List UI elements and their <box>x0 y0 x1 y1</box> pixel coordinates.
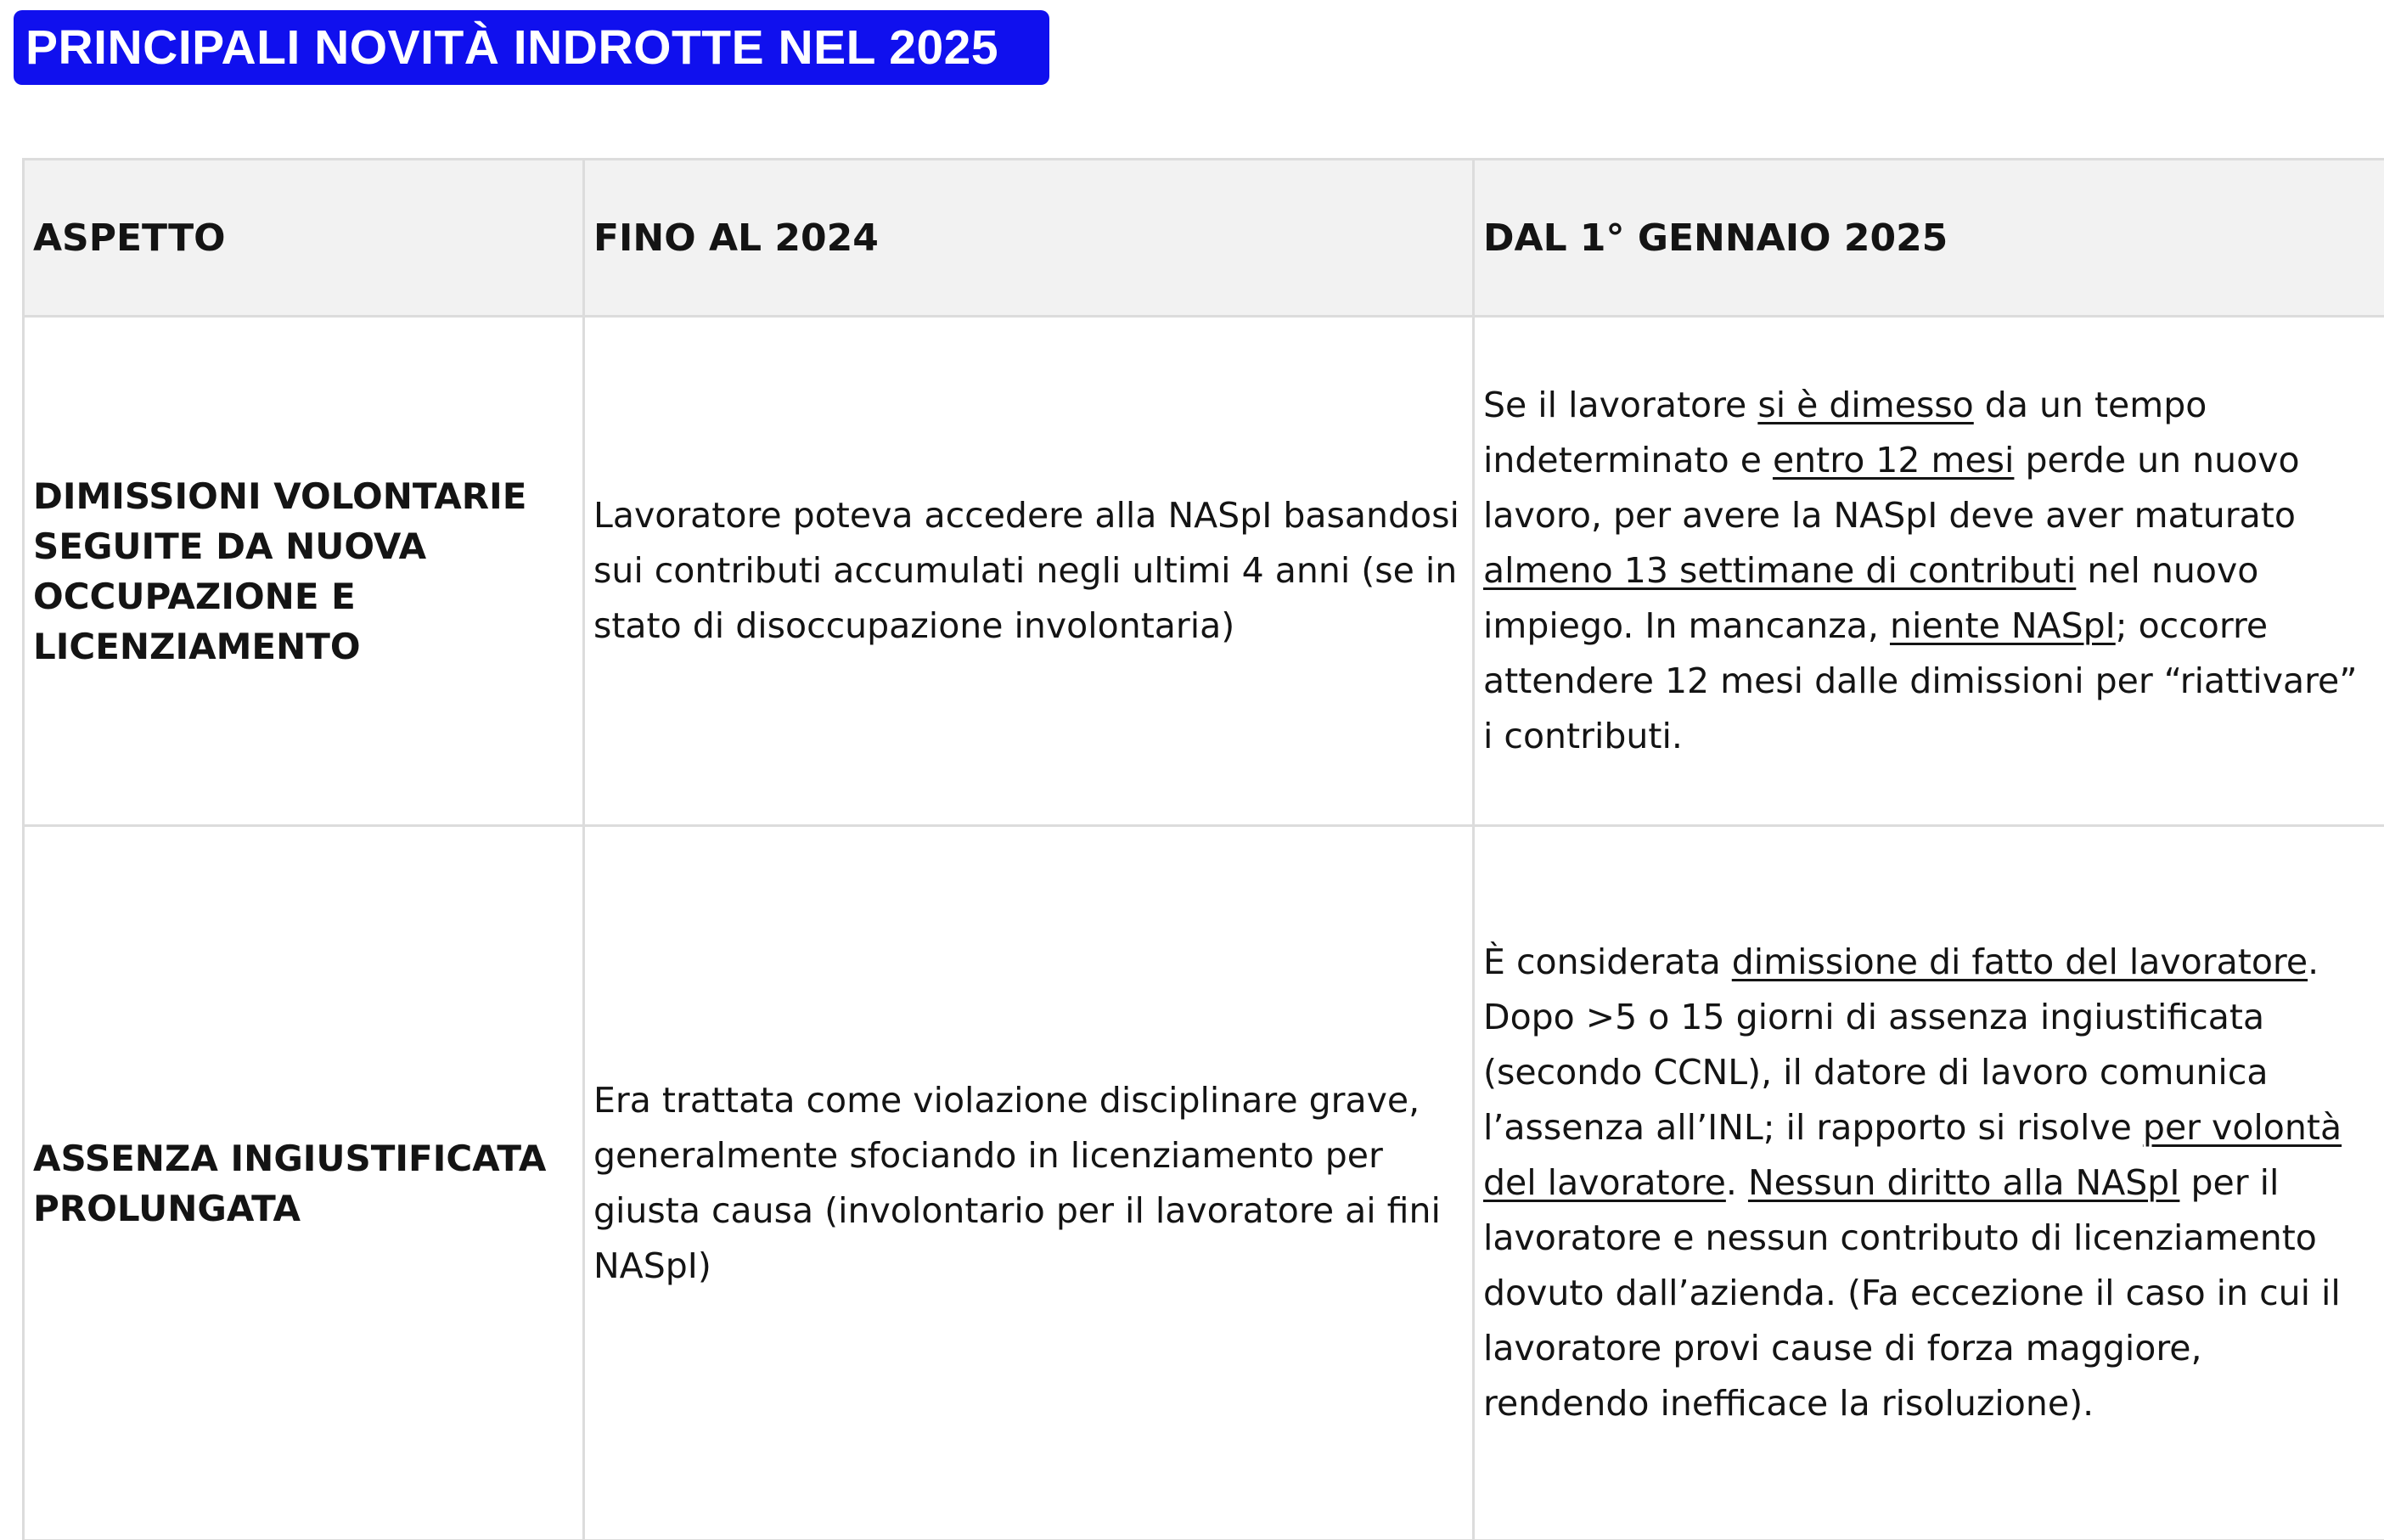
from-2025-cell <box>1474 317 2384 826</box>
text-segment: per il lavoratore e nessun contributo di licenziamento dovuto dall’azienda. (Fa eccezione il caso in cui il lavoratore provi cause di forza maggiore, rendendo inefficace la risoluzione). <box>1483 1162 2341 1424</box>
header-dal-2025: DAL 1° GENNAIO 2025 <box>1474 160 2384 317</box>
text-segment: da un tempo indeterminato e <box>1483 385 2207 481</box>
aspect-cell: DIMISSIONI VOLONTARIE SEGUITE DA NUOVA OCCUPAZIONE E LICENZIAMENTO <box>24 317 584 826</box>
underlined-text: niente NASpI <box>1889 605 2116 646</box>
before-2024-cell: Era trattata come violazione disciplinare grave, generalmente sfociando in licenziamento per giusta causa (involontario per il lavoratore ai fini NASpI) <box>584 826 1474 1540</box>
before-2024-cell: Lavoratore poteva accedere alla NASpI basandosi sui contributi accumulati negli ultimi 4 anni (se in stato di disoccupazione involontaria) <box>584 317 1474 826</box>
underlined-text: Nessun diritto alla NASpI <box>1747 1162 2180 1203</box>
comparison-table <box>22 158 2384 1540</box>
header-aspetto: ASPETTO <box>24 160 584 317</box>
page-title: PRINCIPALI NOVITÀ INDROTTE NEL 2025 <box>14 10 1049 85</box>
text-segment: . <box>1725 1162 1748 1203</box>
table-row <box>24 826 2384 1540</box>
text-segment: Se il lavoratore <box>1483 385 1758 425</box>
underlined-text: si è dimesso <box>1757 385 1974 425</box>
underlined-text: per volontà del lavoratore <box>1483 1107 2342 1203</box>
header-fino-al-2024: FINO AL 2024 <box>584 160 1474 317</box>
text-segment: . Dopo >5 o 15 giorni di assenza ingiustificata (secondo CCNL), il datore di lavoro comunica l’assenza all’INL; il rapporto si risolve <box>1483 941 2319 1148</box>
text-segment: perde un nuovo lavoro, per avere la NASpI deve aver maturato <box>1483 440 2300 536</box>
aspect-cell: ASSENZA INGIUSTIFICATA PROLUNGATA <box>24 826 584 1540</box>
from-2025-cell <box>1474 826 2384 1540</box>
table-row <box>24 317 2384 826</box>
text-segment: È considerata <box>1483 941 1732 982</box>
underlined-text: dimissione di fatto del lavoratore <box>1731 941 2308 982</box>
table-header-row <box>24 160 2384 317</box>
underlined-text: entro 12 mesi <box>1772 440 2015 481</box>
text-segment: ; occorre attendere 12 mesi dalle dimissioni per “riattivare” i contributi. <box>1483 605 2358 756</box>
text-segment: nel nuovo impiego. In mancanza, <box>1483 550 2259 646</box>
underlined-text: almeno 13 settimane di contributi <box>1483 550 2077 591</box>
